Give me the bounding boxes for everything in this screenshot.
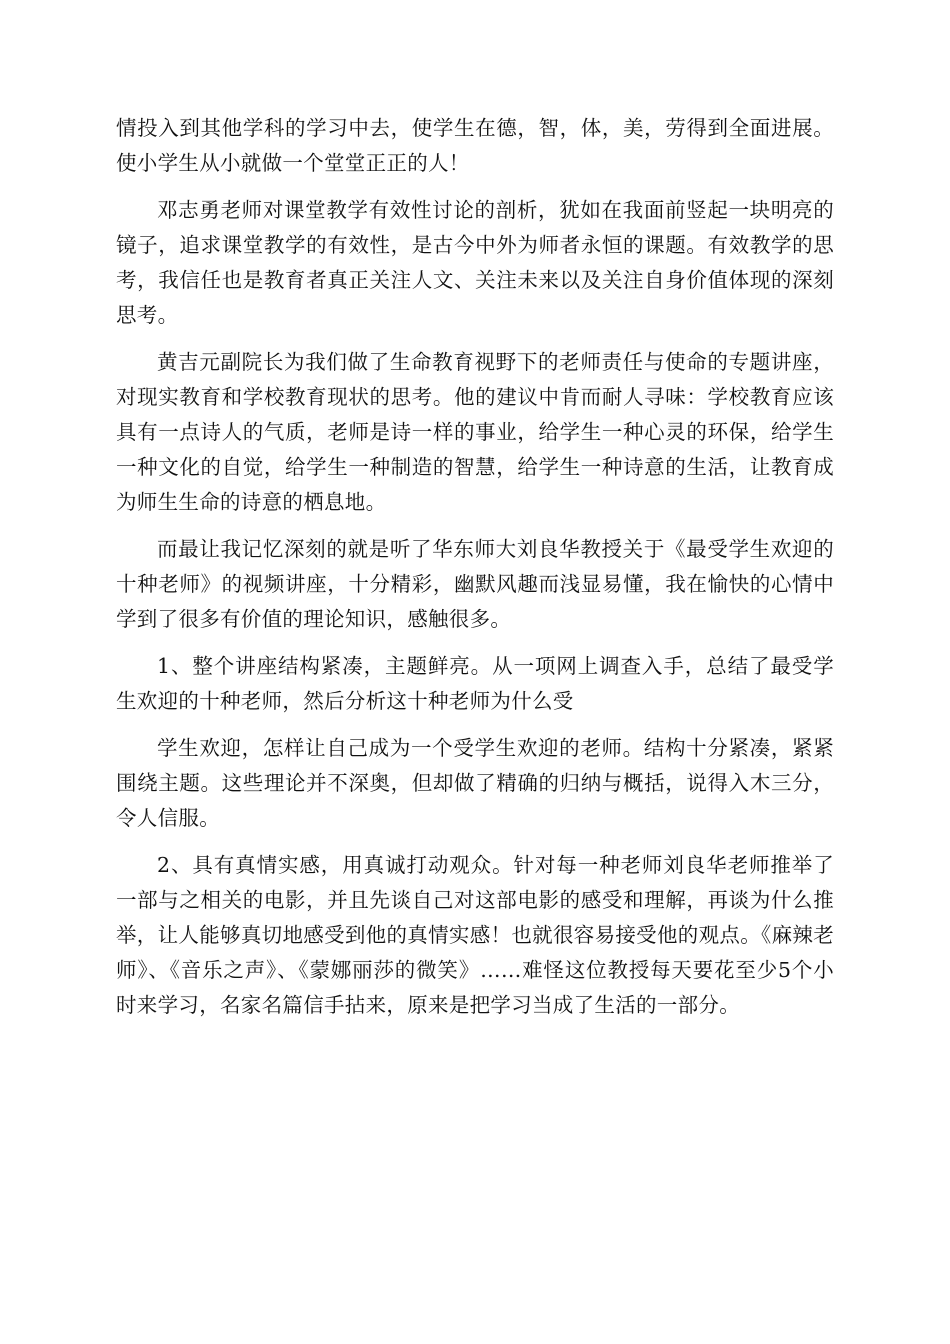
paragraph-point-2: 2、具有真情实感，用真诚打动观众。针对每一种老师刘良华老师推举了一部与之相关的电影，并且先谈自己对这部电影的感受和理解，再谈为什么推举，让人能够真切地感受到他的真情实感！也就很容易接受他的观点。《麻辣老师》、《音乐之声》、《蒙娜丽莎的微笑》……难怪这位教授每天要花至少5个小时来学习，名家名篇信手拈来，原来是把学习当成了生活的一部分。 [116, 853, 834, 1017]
paragraph-point-1-continued: 学生欢迎，怎样让自己成为一个受学生欢迎的老师。结构十分紧凑，紧紧围绕主题。这些理论并不深奥，但却做了精确的归纳与概括，说得入木三分，令人信服。 [116, 736, 834, 830]
paragraph-continuation: 情投入到其他学科的学习中去，使学生在德，智，体，美，劳得到全面进展。使小学生从小就做一个堂堂正正的人！ [116, 116, 834, 175]
paragraph-huang-jiyuan: 黄吉元副院长为我们做了生命教育视野下的老师责任与使命的专题讲座，对现实教育和学校教育现状的思考。他的建议中肯而耐人寻味：学校教育应该具有一点诗人的气质，老师是诗一样的事业，给学生一种心灵的环保，给学生一种文化的自觉，给学生一种制造的智慧，给学生一种诗意的生活，让教育成为师生生命的诗意的栖息地。 [116, 350, 834, 514]
paragraph-liu-lianghua-lecture: 而最让我记忆深刻的就是听了华东师大刘良华教授关于《最受学生欢迎的十种老师》的视频讲座，十分精彩，幽默风趣而浅显易懂，我在愉快的心情中学到了很多有价值的理论知识，感触很多。 [116, 537, 834, 631]
paragraph-deng-zhiyong: 邓志勇老师对课堂教学有效性讨论的剖析，犹如在我面前竖起一块明亮的镜子，追求课堂教学的有效性，是古今中外为师者永恒的课题。有效教学的思考，我信任也是教育者真正关注人文、关注未来以及关注自身价值体现的深刻思考。 [116, 198, 834, 327]
paragraph-point-1: 1、整个讲座结构紧凑，主题鲜亮。从一项网上调查入手，总结了最受学生欢迎的十种老师，然后分析这十种老师为什么受 [116, 654, 834, 713]
